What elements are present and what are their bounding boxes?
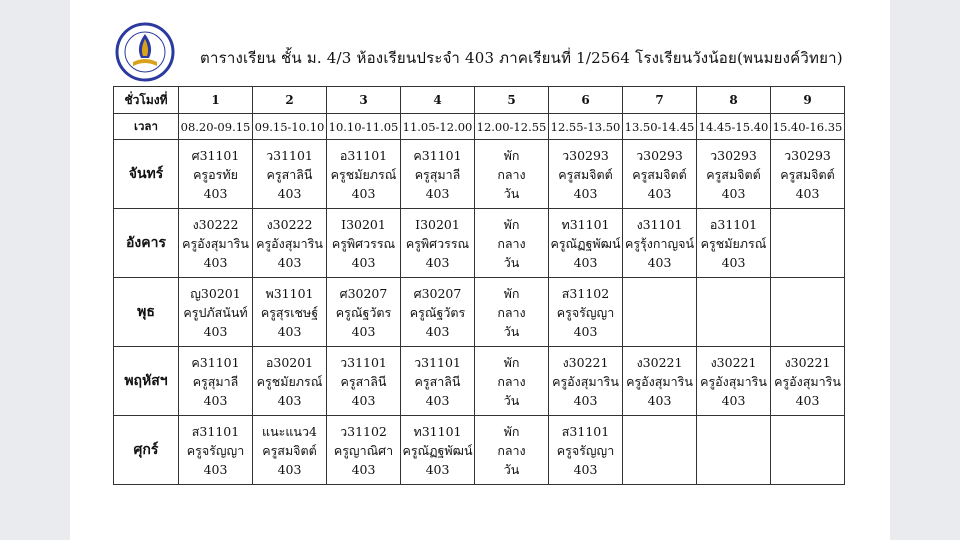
subject-code: ศ30207 — [413, 285, 462, 301]
class-cell — [179, 209, 253, 278]
page-title: ตารางเรียน ชั้น ม. 4/3 ห้องเรียนประจำ 403 ภาคเรียนที่ 1/2564 โรงเรียนวังน้อย(พนมยงค์วิทยา) — [200, 49, 843, 67]
class-cell — [623, 416, 697, 485]
class-cell — [253, 347, 327, 416]
period-number: 9 — [771, 87, 845, 114]
day-name: ศุกร์ — [114, 416, 179, 485]
day-name: อังคาร — [114, 209, 179, 278]
class-cell — [771, 416, 845, 485]
room-number: 403 — [203, 323, 228, 339]
day-row — [114, 278, 845, 347]
room-number: 403 — [795, 185, 820, 201]
class-cell — [327, 416, 401, 485]
class-cell — [697, 140, 771, 209]
time-slot: 12.55-13.50 — [549, 114, 623, 140]
class-cell — [623, 209, 697, 278]
teacher-name: ครูสาลินี — [266, 166, 313, 182]
teacher-name: ครูณัฏฐพัฒน์ — [550, 235, 621, 251]
period-number: 8 — [697, 87, 771, 114]
teacher-name: ครูอังสุมาริน — [552, 373, 619, 389]
room-number: 403 — [203, 185, 228, 201]
room-number: 403 — [721, 254, 746, 270]
room-number: 403 — [203, 461, 228, 477]
teacher-name: ครูอังสุมาริน — [626, 373, 693, 389]
class-cell — [253, 416, 327, 485]
subject-code: ส31101 — [191, 423, 240, 439]
time-slot: 14.45-15.40 — [697, 114, 771, 140]
room-number: 403 — [351, 185, 376, 201]
class-cell — [179, 347, 253, 416]
time-slot: 15.40-16.35 — [771, 114, 845, 140]
subject-code: ท31101 — [413, 423, 462, 439]
teacher-name: ครูณัฐวัตร — [409, 304, 466, 320]
teacher-name: ครูณัฏฐพัฒน์ — [402, 442, 473, 458]
teacher-name: กลาง — [497, 442, 526, 458]
day-name: จันทร์ — [114, 140, 179, 209]
room-number: 403 — [647, 392, 672, 408]
subject-code: อ31101 — [339, 147, 388, 163]
teacher-name: ครูปภัสนันท์ — [183, 304, 248, 320]
class-cell — [549, 140, 623, 209]
class-cell — [253, 140, 327, 209]
teacher-name: ครูชมัยภรณ์ — [330, 166, 397, 182]
teacher-name: กลาง — [497, 166, 526, 182]
room-number: 403 — [277, 185, 302, 201]
subject-code: อ30201 — [265, 354, 314, 370]
subject-code: ศ31101 — [191, 147, 240, 163]
teacher-name: กลาง — [497, 235, 526, 251]
subject-code: ง30222 — [192, 216, 239, 232]
day-row — [114, 140, 845, 209]
class-cell — [401, 416, 475, 485]
time-slot: 09.15-10.10 — [253, 114, 327, 140]
class-cell — [623, 278, 697, 347]
subject-code: พ31101 — [265, 285, 314, 301]
day-row — [114, 209, 845, 278]
subject-code: I30201 — [415, 216, 460, 232]
room-number: 403 — [647, 254, 672, 270]
class-cell — [623, 347, 697, 416]
subject-code: พัก — [503, 423, 520, 439]
subject-code: ท31101 — [561, 216, 610, 232]
class-cell — [623, 140, 697, 209]
subject-code: ค31101 — [413, 147, 462, 163]
subject-code: ว30293 — [562, 147, 609, 163]
subject-code: พัก — [503, 285, 520, 301]
teacher-name: ครูจรัญญา — [556, 442, 615, 458]
teacher-name: ครูสมจิตต์ — [706, 166, 761, 182]
period-label: ชั่วโมงที่ — [114, 87, 179, 114]
teacher-name: ครูอังสุมาริน — [256, 235, 323, 251]
subject-code: ง30221 — [636, 354, 683, 370]
class-cell — [697, 347, 771, 416]
class-cell — [475, 347, 549, 416]
class-cell — [327, 278, 401, 347]
teacher-name: ครูสุรเชษฐ์ — [260, 304, 319, 320]
class-cell — [401, 347, 475, 416]
teacher-name: ครูอังสุมาริน — [774, 373, 841, 389]
room-number: 403 — [277, 392, 302, 408]
class-cell — [253, 278, 327, 347]
teacher-name: ครูรุ้งกาญจน์ — [624, 235, 694, 251]
subject-code: พัก — [503, 216, 520, 232]
day-row — [114, 416, 845, 485]
teacher-name: ครูอรทัย — [193, 166, 238, 182]
room-number: 403 — [351, 254, 376, 270]
room-number: 403 — [573, 461, 598, 477]
period-number: 3 — [327, 87, 401, 114]
class-cell — [549, 278, 623, 347]
room-number: 403 — [277, 254, 302, 270]
class-cell — [327, 209, 401, 278]
room-number: 403 — [795, 392, 820, 408]
subject-code: พัก — [503, 354, 520, 370]
subject-code: ว31101 — [340, 354, 387, 370]
subject-code: ญ30201 — [190, 285, 241, 301]
room-number: 403 — [573, 254, 598, 270]
class-cell — [771, 209, 845, 278]
class-cell — [697, 416, 771, 485]
period-header-row — [114, 87, 845, 114]
room-number: 403 — [647, 185, 672, 201]
teacher-name: กลาง — [497, 373, 526, 389]
day-row — [114, 347, 845, 416]
teacher-name: ครูสาลินี — [340, 373, 387, 389]
subject-code: ง30221 — [784, 354, 831, 370]
period-number: 6 — [549, 87, 623, 114]
teacher-name: กลาง — [497, 304, 526, 320]
teacher-name: ครูชมัยภรณ์ — [256, 373, 323, 389]
class-cell — [401, 209, 475, 278]
class-cell — [549, 209, 623, 278]
time-slot: 11.05-12.00 — [401, 114, 475, 140]
class-cell — [771, 140, 845, 209]
teacher-name: ครูจรัญญา — [186, 442, 245, 458]
period-number: 1 — [179, 87, 253, 114]
class-cell — [401, 140, 475, 209]
subject-code: ค31101 — [191, 354, 240, 370]
subject-code: พัก — [503, 147, 520, 163]
room-number: 403 — [277, 323, 302, 339]
class-cell — [771, 347, 845, 416]
room-number: 403 — [425, 461, 450, 477]
teacher-name: ครูสมจิตต์ — [558, 166, 613, 182]
subject-code: ง31101 — [636, 216, 683, 232]
room-number: 403 — [203, 254, 228, 270]
period-number: 4 — [401, 87, 475, 114]
subject-code: ว31102 — [340, 423, 387, 439]
room-number: 403 — [573, 185, 598, 201]
day-name: พฤหัสฯ — [114, 347, 179, 416]
room-number: 403 — [721, 392, 746, 408]
class-cell — [549, 416, 623, 485]
class-cell — [475, 278, 549, 347]
subject-code: ว30293 — [784, 147, 831, 163]
room-number: 403 — [425, 323, 450, 339]
time-slot: 13.50-14.45 — [623, 114, 697, 140]
subject-code: ส31102 — [561, 285, 610, 301]
class-cell — [475, 416, 549, 485]
period-number: 2 — [253, 87, 327, 114]
teacher-name: ครูณัฐวัตร — [335, 304, 392, 320]
period-number: 5 — [475, 87, 549, 114]
subject-code: ง30221 — [562, 354, 609, 370]
room-number: วัน — [503, 323, 520, 339]
subject-code: ส31101 — [561, 423, 610, 439]
room-number: 403 — [721, 185, 746, 201]
teacher-name: ครูสุมาลี — [192, 373, 239, 389]
teacher-name: ครูชมัยภรณ์ — [700, 235, 767, 251]
time-slot: 10.10-11.05 — [327, 114, 401, 140]
teacher-name: ครูสุมาลี — [414, 166, 461, 182]
class-cell — [327, 347, 401, 416]
room-number: 403 — [351, 323, 376, 339]
teacher-name: ครูจรัญญา — [556, 304, 615, 320]
class-cell — [549, 347, 623, 416]
subject-code: แนะแนว4 — [262, 423, 317, 439]
teacher-name: ครูสมจิตต์ — [632, 166, 687, 182]
room-number: 403 — [203, 392, 228, 408]
teacher-name: ครูสมจิตต์ — [262, 442, 317, 458]
class-cell — [697, 209, 771, 278]
class-cell — [327, 140, 401, 209]
teacher-name: ครูญาณิศา — [333, 442, 394, 458]
document-sheet — [70, 0, 890, 540]
room-number: วัน — [503, 392, 520, 408]
school-logo — [115, 22, 175, 82]
room-number: 403 — [351, 461, 376, 477]
teacher-name: ครูสาลินี — [414, 373, 461, 389]
time-slot: 08.20-09.15 — [179, 114, 253, 140]
class-cell — [697, 278, 771, 347]
class-cell — [179, 416, 253, 485]
teacher-name: ครูพิศวรรณ — [405, 235, 470, 251]
room-number: 403 — [425, 185, 450, 201]
subject-code: ง30221 — [710, 354, 757, 370]
room-number: 403 — [277, 461, 302, 477]
class-cell — [179, 278, 253, 347]
class-cell — [253, 209, 327, 278]
subject-code: ศ30207 — [339, 285, 388, 301]
day-name: พุธ — [114, 278, 179, 347]
teacher-name: ครูสมจิตต์ — [780, 166, 835, 182]
room-number: 403 — [573, 392, 598, 408]
subject-code: ว30293 — [710, 147, 757, 163]
room-number: 403 — [351, 392, 376, 408]
period-number: 7 — [623, 87, 697, 114]
subject-code: อ31101 — [709, 216, 758, 232]
class-cell — [771, 278, 845, 347]
room-number: วัน — [503, 254, 520, 270]
subject-code: ว30293 — [636, 147, 683, 163]
teacher-name: ครูอังสุมาริน — [700, 373, 767, 389]
room-number: 403 — [425, 392, 450, 408]
room-number: 403 — [573, 323, 598, 339]
class-cell — [475, 140, 549, 209]
subject-code: ง30222 — [266, 216, 313, 232]
room-number: 403 — [425, 254, 450, 270]
teacher-name: ครูพิศวรรณ — [331, 235, 396, 251]
subject-code: I30201 — [341, 216, 386, 232]
time-slot: 12.00-12.55 — [475, 114, 549, 140]
subject-code: ว31101 — [414, 354, 461, 370]
time-row — [114, 114, 845, 140]
room-number: วัน — [503, 185, 520, 201]
class-cell — [475, 209, 549, 278]
class-cell — [179, 140, 253, 209]
time-label: เวลา — [114, 114, 179, 140]
teacher-name: ครูอังสุมาริน — [182, 235, 249, 251]
subject-code: ว31101 — [266, 147, 313, 163]
room-number: วัน — [503, 461, 520, 477]
class-cell — [401, 278, 475, 347]
timetable — [113, 86, 845, 485]
